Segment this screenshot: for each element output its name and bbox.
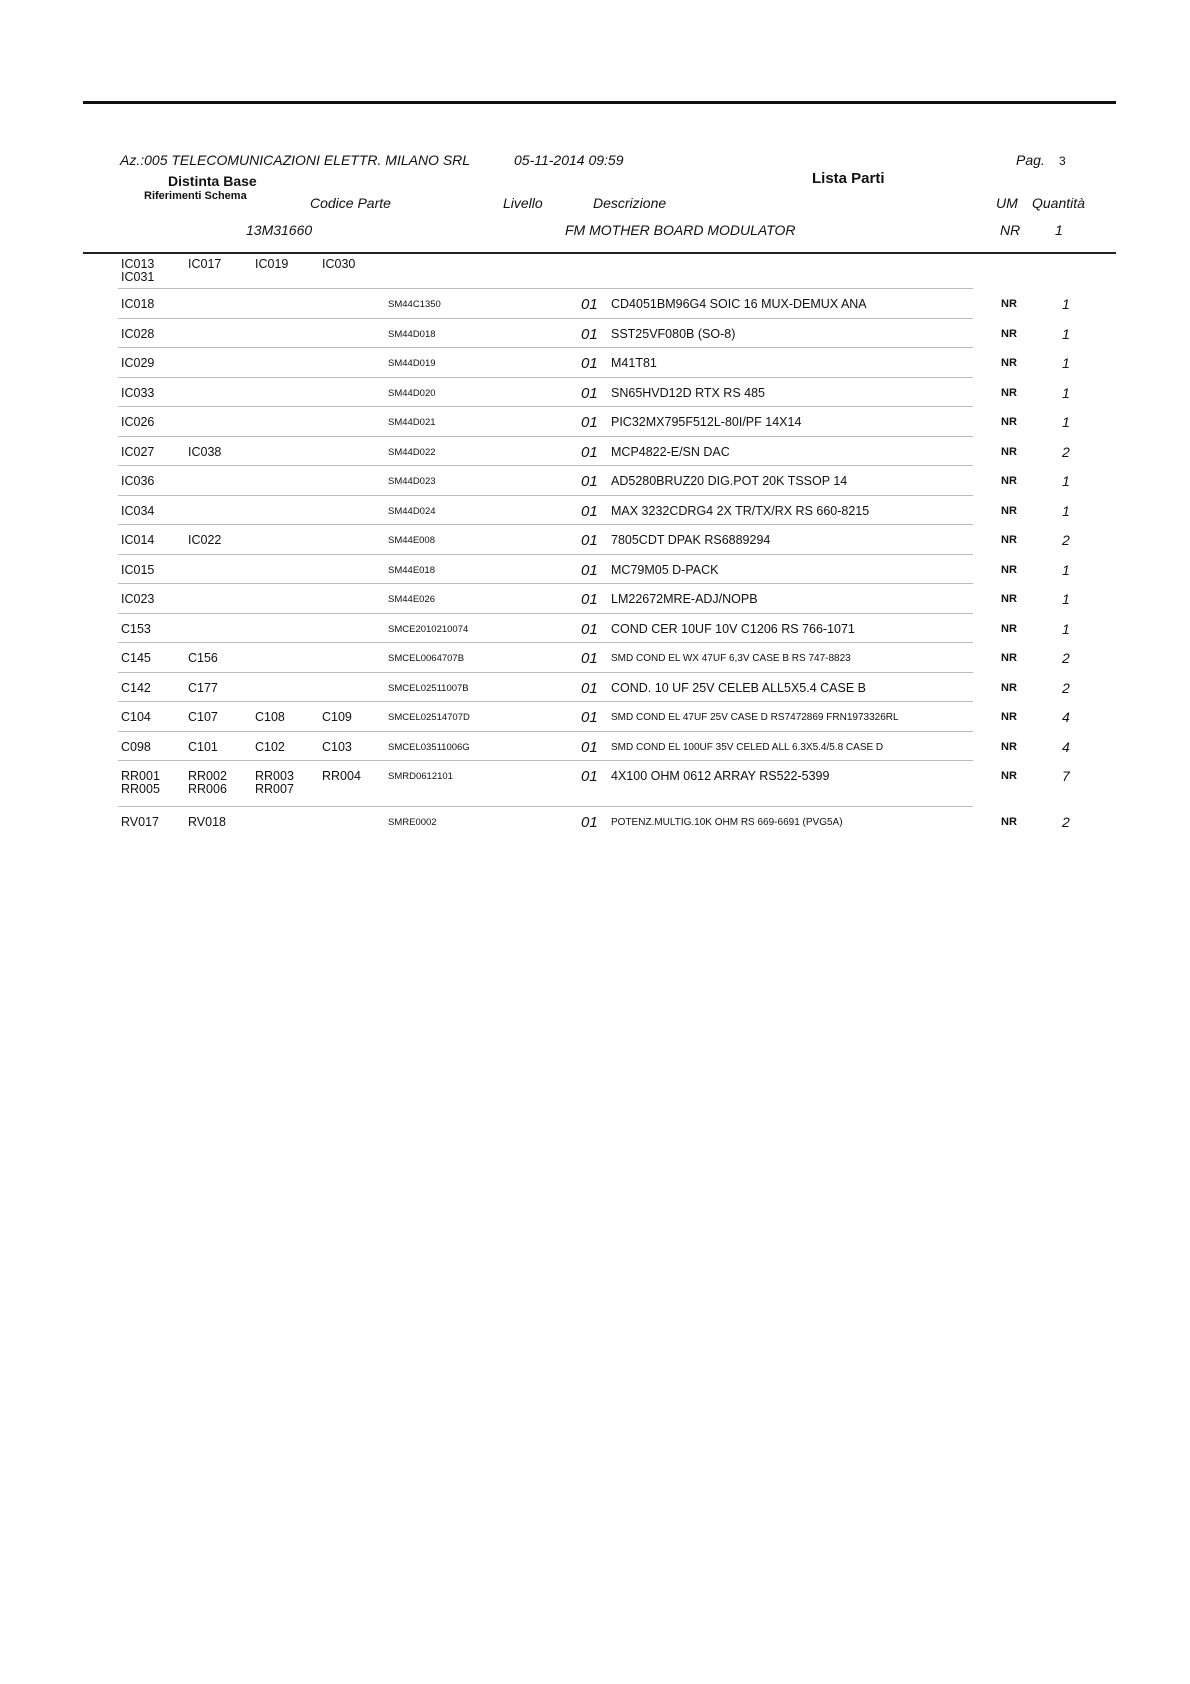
quantity: 1 <box>1062 325 1070 342</box>
level: 01 <box>581 355 598 372</box>
table-row <box>0 378 1190 408</box>
quantity: 2 <box>1062 650 1070 666</box>
part-code: SM44D020 <box>388 387 436 399</box>
quantity: 1 <box>1062 355 1070 371</box>
schematic-ref: C101 <box>188 739 218 754</box>
schematic-ref: IC027 <box>121 444 155 459</box>
level: 01 <box>581 620 598 638</box>
unit-of-measure: NR <box>1001 386 1017 399</box>
level: 01 <box>581 650 598 667</box>
unit-of-measure: NR <box>1001 445 1017 458</box>
description: MCP4822-E/SN DAC <box>611 444 730 459</box>
unit-of-measure: NR <box>1001 475 1017 487</box>
schematic-ref: RR003 <box>255 769 294 783</box>
unit-of-measure: NR <box>1001 357 1017 369</box>
part-code: SM44D023 <box>388 476 436 487</box>
unit-of-measure: NR <box>1001 504 1017 517</box>
description: MC79M05 D-PACK <box>611 562 719 577</box>
schematic-ref: C107 <box>188 710 218 724</box>
schematic-ref: IC031 <box>121 270 155 284</box>
level: 01 <box>581 473 598 490</box>
table-row <box>0 614 1190 644</box>
level: 01 <box>581 591 598 608</box>
col-desc-header: Descrizione <box>593 195 667 211</box>
col-um-header: UM <box>996 195 1018 211</box>
schematic-ref: IC028 <box>121 326 155 341</box>
quantity: 1 <box>1062 561 1070 578</box>
part-code: SMCEL02514707D <box>388 712 470 723</box>
page-label: Pag. <box>1016 152 1045 168</box>
table-row <box>0 466 1190 496</box>
unit-of-measure: NR <box>1001 622 1017 635</box>
level: 01 <box>581 679 598 697</box>
schematic-ref: IC030 <box>322 257 356 271</box>
description: SMD COND EL 100UF 35V CELED ALL 6.3X5.4/5.8 CASE D <box>611 741 884 753</box>
schematic-ref: IC034 <box>121 503 155 518</box>
description: POTENZ.MULTIG.10K OHM RS 669-6691 (PVG5A) <box>611 817 843 828</box>
col-code-header: Codice Parte <box>310 195 391 211</box>
schematic-ref: IC017 <box>188 257 222 271</box>
description: M41T81 <box>611 356 657 370</box>
description: COND CER 10UF 10V C1206 RS 766-1071 <box>611 621 855 636</box>
quantity: 1 <box>1062 414 1070 430</box>
quantity: 2 <box>1062 443 1070 460</box>
level: 01 <box>581 296 598 313</box>
description: COND. 10 UF 25V CELEB ALL5X5.4 CASE B <box>611 680 866 695</box>
table-row <box>0 496 1190 526</box>
part-code: SM44D018 <box>388 328 436 340</box>
table-row <box>0 702 1190 732</box>
part-code: SM44D021 <box>388 417 436 428</box>
description: LM22672MRE-ADJ/NOPB <box>611 592 758 606</box>
col-refs-header: Riferimenti Schema <box>144 190 247 202</box>
table-row <box>0 732 1190 762</box>
part-code: SMCEL0064707B <box>388 653 465 664</box>
schematic-ref: RR002 <box>188 769 227 783</box>
level: 01 <box>581 709 598 726</box>
part-code: SM44E008 <box>388 535 436 546</box>
quantity: 7 <box>1062 768 1070 784</box>
schematic-ref: IC013 <box>121 257 155 271</box>
schematic-ref: C103 <box>322 739 352 754</box>
schematic-ref: IC029 <box>121 356 155 370</box>
table-row <box>0 584 1190 614</box>
quantity: 2 <box>1062 679 1070 696</box>
table-row <box>0 348 1190 378</box>
unit-of-measure: NR <box>1001 681 1017 694</box>
schematic-ref: C153 <box>121 621 151 636</box>
table-row <box>0 673 1190 703</box>
table-row <box>0 525 1190 555</box>
parent-um: NR <box>1000 222 1021 238</box>
description: MAX 3232CDRG4 2X TR/TX/RX RS 660-8215 <box>611 503 870 518</box>
schematic-ref: C142 <box>121 680 151 695</box>
quantity: 1 <box>1062 473 1070 489</box>
col-level-header: Livello <box>503 195 543 211</box>
description: PIC32MX795F512L-80I/PF 14X14 <box>611 415 802 429</box>
unit-of-measure: NR <box>1001 770 1017 782</box>
table-row <box>0 253 1190 289</box>
doc-type: Distinta Base <box>168 173 257 189</box>
schematic-ref: IC036 <box>121 474 155 488</box>
description: SST25VF080B (SO-8) <box>611 326 736 341</box>
part-code: SM44D022 <box>388 446 436 458</box>
report-datetime: 05-11-2014 09:59 <box>514 152 624 168</box>
description: SMD COND EL 47UF 25V CASE D RS7472869 FRN1973326RL <box>611 712 899 723</box>
level: 01 <box>581 502 598 520</box>
table-row <box>0 643 1190 673</box>
quantity: 1 <box>1062 296 1070 312</box>
part-code: SM44E018 <box>388 564 436 576</box>
schematic-ref: IC038 <box>188 444 222 459</box>
description: 4X100 OHM 0612 ARRAY RS522-5399 <box>611 769 830 783</box>
schematic-ref: RR004 <box>322 769 361 783</box>
part-code: SMRE0002 <box>388 817 437 828</box>
schematic-ref: RR006 <box>188 782 227 796</box>
schematic-ref: IC026 <box>121 415 155 429</box>
description: AD5280BRUZ20 DIG.POT 20K TSSOP 14 <box>611 474 848 488</box>
unit-of-measure: NR <box>1001 740 1017 753</box>
schematic-ref: C098 <box>121 739 151 754</box>
schematic-ref: IC023 <box>121 592 155 606</box>
schematic-ref: RV018 <box>188 815 226 829</box>
parent-code: 13M31660 <box>246 222 313 238</box>
description: 7805CDT DPAK RS6889294 <box>611 533 771 547</box>
quantity: 2 <box>1062 532 1070 548</box>
schematic-ref: IC022 <box>188 533 222 547</box>
part-code: SM44D019 <box>388 358 436 369</box>
page-number: 3 <box>1059 154 1066 168</box>
table-row <box>0 407 1190 437</box>
level: 01 <box>581 532 598 549</box>
col-qty-header: Quantità <box>1032 195 1085 211</box>
schematic-ref: RR001 <box>121 769 160 783</box>
table-row <box>0 289 1190 319</box>
top-rule <box>83 101 1116 104</box>
level: 01 <box>581 561 598 579</box>
parent-description: FM MOTHER BOARD MODULATOR <box>565 222 796 238</box>
description: CD4051BM96G4 SOIC 16 MUX-DEMUX ANA <box>611 297 867 311</box>
quantity: 1 <box>1062 384 1070 401</box>
quantity: 4 <box>1062 709 1070 725</box>
description: SMD COND EL WX 47UF 6,3V CASE B RS 747-8823 <box>611 653 851 664</box>
table-row <box>0 807 1190 837</box>
part-code: SM44E026 <box>388 594 436 605</box>
part-code: SM44C1350 <box>388 299 441 310</box>
unit-of-measure: NR <box>1001 593 1017 605</box>
schematic-ref: IC014 <box>121 533 155 547</box>
quantity: 1 <box>1062 620 1070 637</box>
unit-of-measure: NR <box>1001 711 1017 723</box>
part-code: SMCEL03511006G <box>388 741 470 753</box>
schematic-ref: C102 <box>255 739 285 754</box>
unit-of-measure: NR <box>1001 816 1017 828</box>
unit-of-measure: NR <box>1001 652 1017 664</box>
level: 01 <box>581 738 598 756</box>
part-code: SMCEL02511007B <box>388 682 469 694</box>
table-row <box>0 319 1190 349</box>
unit-of-measure: NR <box>1001 327 1017 340</box>
level: 01 <box>581 814 598 831</box>
unit-of-measure: NR <box>1001 298 1017 310</box>
level: 01 <box>581 414 598 431</box>
schematic-ref: C108 <box>255 710 285 724</box>
quantity: 1 <box>1062 502 1070 519</box>
unit-of-measure: NR <box>1001 563 1017 576</box>
quantity: 4 <box>1062 738 1070 755</box>
schematic-ref: IC033 <box>121 385 155 400</box>
company-name: Az.:005 TELECOMUNICAZIONI ELETTR. MILANO SRL <box>120 152 471 168</box>
parent-quantity: 1 <box>1055 222 1063 238</box>
quantity: 2 <box>1062 814 1070 830</box>
list-title: Lista Parti <box>812 170 885 187</box>
level: 01 <box>581 325 598 343</box>
schematic-ref: C145 <box>121 651 151 665</box>
part-code: SMCE2010210074 <box>388 623 469 635</box>
schematic-ref: C177 <box>188 680 218 695</box>
schematic-ref: IC018 <box>121 297 155 311</box>
part-code: SM44D024 <box>388 505 436 517</box>
schematic-ref: IC015 <box>121 562 155 577</box>
level: 01 <box>581 768 598 785</box>
unit-of-measure: NR <box>1001 534 1017 546</box>
schematic-ref: C109 <box>322 710 352 724</box>
schematic-ref: C156 <box>188 651 218 665</box>
level: 01 <box>581 384 598 402</box>
description: SN65HVD12D RTX RS 485 <box>611 385 766 400</box>
schematic-ref: RV017 <box>121 815 159 829</box>
level: 01 <box>581 443 598 461</box>
parts-table <box>0 253 1190 837</box>
quantity: 1 <box>1062 591 1070 607</box>
schematic-ref: C104 <box>121 710 151 724</box>
schematic-ref: IC019 <box>255 257 289 271</box>
part-code: SMRD0612101 <box>388 771 453 782</box>
table-row <box>0 555 1190 585</box>
table-row <box>0 437 1190 467</box>
schematic-ref: RR007 <box>255 782 294 796</box>
table-row <box>0 761 1190 807</box>
unit-of-measure: NR <box>1001 416 1017 428</box>
schematic-ref: RR005 <box>121 782 160 796</box>
